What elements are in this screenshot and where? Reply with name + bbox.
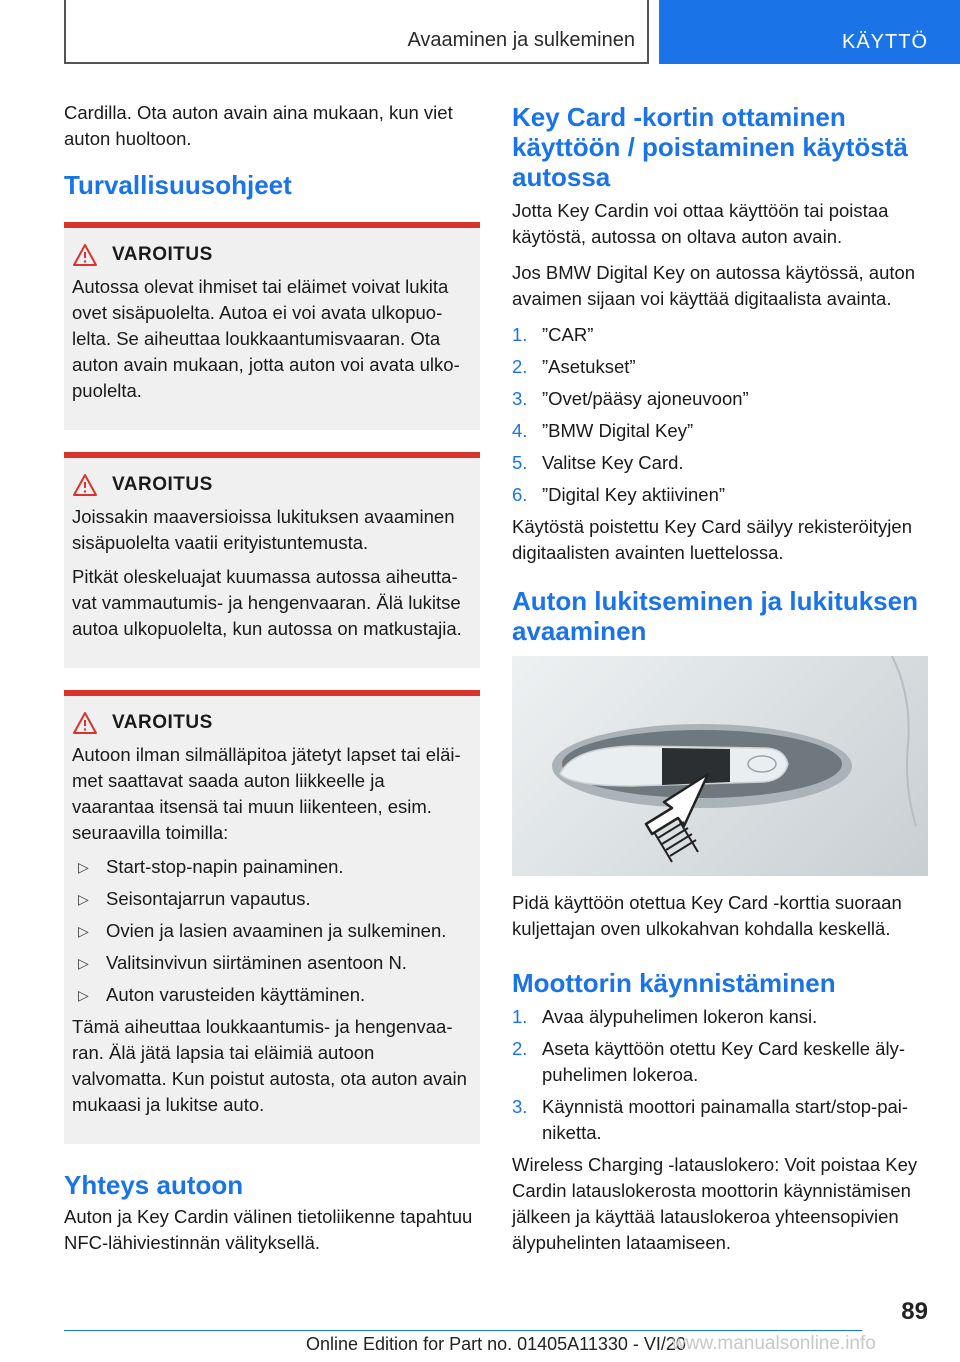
warning-triangle-icon xyxy=(72,243,98,267)
warning-triangle-icon xyxy=(72,711,98,735)
list-item: ▷ Ovien ja lasien avaaminen ja sulkeminen. xyxy=(72,918,472,944)
list-item: 2. Aseta käyttöön otettu Key Card keskelle älypuhelimen lokeroa. xyxy=(512,1038,906,1085)
warning-text: Autossa olevat ihmiset tai eläimet voivat lukita ovet sisäpuolelta. Autoa ei voi avata ulkopuolelta. Se aiheuttaa loukkaantumisvaaran. Ota auton avain mukaan, jotta auton voi avata ulkopuolelta. xyxy=(72,276,460,401)
door-handle-illustration xyxy=(512,656,928,876)
list-item: 1. ”CAR” xyxy=(512,324,594,345)
intro-text: Cardilla. Ota auton avain aina mukaan, kun viet auton huoltoon. xyxy=(64,102,453,149)
right-column xyxy=(512,100,928,1266)
warning-title: VAROITUS xyxy=(112,712,213,733)
header-section-title: Avaaminen ja sulkeminen xyxy=(407,29,635,51)
warning-title: VAROITUS xyxy=(112,244,213,265)
safety-heading: Turvallisuusohjeet xyxy=(64,170,292,200)
list-item: ▷ Valitsinvivun siirtäminen asentoon N. xyxy=(72,950,472,976)
warning-box-3 xyxy=(64,690,480,1144)
list-item: 4. ”BMW Digital Key” xyxy=(512,420,694,441)
door-handle-image xyxy=(512,656,928,876)
page-number: 89 xyxy=(901,1298,928,1325)
warning-bullet-list xyxy=(72,854,472,1008)
triangle-right-bullet-icon: ▷ xyxy=(78,891,89,907)
list-item: 5. Valitse Key Card. xyxy=(512,452,684,473)
list-item: 6. ”Digital Key aktiivinen” xyxy=(512,484,726,505)
keycard-heading: Key Card -kortin ottaminen käyttöön / poistaminen käytöstä autossa xyxy=(512,102,908,192)
keycard-text: Jos BMW Digital Key on autossa käytössä, auton avaimen sijaan voi käyttää digitaalista avainta. xyxy=(512,262,916,309)
warning-title: VAROITUS xyxy=(112,474,213,495)
warning-text: Autoon ilman silmälläpitoa jätetyt lapset tai eläimet saattavat saada auton liikkeelle ja vaarantaa itsensä tai muun liikenteen, esim. seuraavilla toimilla: xyxy=(72,744,461,843)
locking-caption: Pidä käyttöön otettua Key Card -korttia suoraan kuljettajan oven ulkokahvan kohdalla keskellä. xyxy=(512,892,902,939)
keycard-steps xyxy=(512,322,928,508)
warning-box-1 xyxy=(64,222,480,430)
keycard-text: Jotta Key Cardin voi ottaa käyttöön tai poistaa käytöstä, autossa on oltava auton avain. xyxy=(512,200,889,247)
list-item: ▷ Auton varusteiden käyttäminen. xyxy=(72,982,472,1008)
header-section-box xyxy=(64,0,649,64)
list-item: ▷ Seisontajarrun vapautus. xyxy=(72,886,472,912)
engine-heading: Moottorin käynnistäminen xyxy=(512,968,836,998)
triangle-right-bullet-icon: ▷ xyxy=(78,923,89,939)
warning-text: Joissakin maaversioissa lukituksen avaaminen sisäpuolelta vaatii erityistuntemusta. xyxy=(72,506,455,553)
list-item: 2. ”Asetukset” xyxy=(512,356,636,377)
warning-box-2 xyxy=(64,452,480,668)
warning-text: Tämä aiheuttaa loukkaantumis- ja hengenvaaran. Älä jätä lapsia tai eläimiä autoon valvomatta. Kun poistut autosta, ota auton avain mukaasi ja lukitse auto. xyxy=(72,1016,467,1115)
triangle-right-bullet-icon: ▷ xyxy=(78,859,89,875)
warning-text: Pitkät oleskeluajat kuumassa autossa aiheuttavat vammautumis- ja hengenvaaran. Älä lukitse autoa ulkopuolelta, kun autossa on matkustajia. xyxy=(72,566,462,639)
triangle-right-bullet-icon: ▷ xyxy=(78,955,89,971)
list-item: ▷ Start-stop-napin painaminen. xyxy=(72,854,472,880)
header-chapter-title: KÄYTTÖ xyxy=(841,31,928,53)
locking-heading: Auton lukitseminen ja lukituksen avaaminen xyxy=(512,586,918,646)
engine-steps xyxy=(512,1004,928,1146)
header-chapter-tab xyxy=(659,0,960,64)
list-item: 1. Avaa älypuhelimen lokeron kansi. xyxy=(512,1006,818,1027)
footer-watermark: www.manualsonline.info xyxy=(672,1333,876,1354)
footer-edition: Online Edition for Part no. 01405A11330 - VI/20 xyxy=(306,1334,686,1354)
keycard-text: Käytöstä poistettu Key Card säilyy rekisteröityjen digitaalisten avainten luettelossa. xyxy=(512,516,912,563)
warning-triangle-icon xyxy=(72,473,98,497)
left-column xyxy=(64,100,480,1266)
footer-divider xyxy=(64,1330,862,1331)
triangle-right-bullet-icon: ▷ xyxy=(78,987,89,1003)
connection-text: Auton ja Key Cardin välinen tietoliikenne tapahtuu NFC-lähiviestinnän välityksellä. xyxy=(64,1206,473,1253)
connection-heading: Yhteys autoon xyxy=(64,1170,244,1200)
list-item: 3. Käynnistä moottori painamalla start/stop-painiketta. xyxy=(512,1096,909,1143)
engine-text: Wireless Charging -latauslokero: Voit poistaa Key Cardin latauslokerosta moottorin käynnistämisen jälkeen ja käyttää latauslokeroa yhteensopivien älypuhelinten lataamiseen. xyxy=(512,1154,918,1253)
list-item: 3. ”Ovet/pääsy ajoneuvoon” xyxy=(512,388,749,409)
